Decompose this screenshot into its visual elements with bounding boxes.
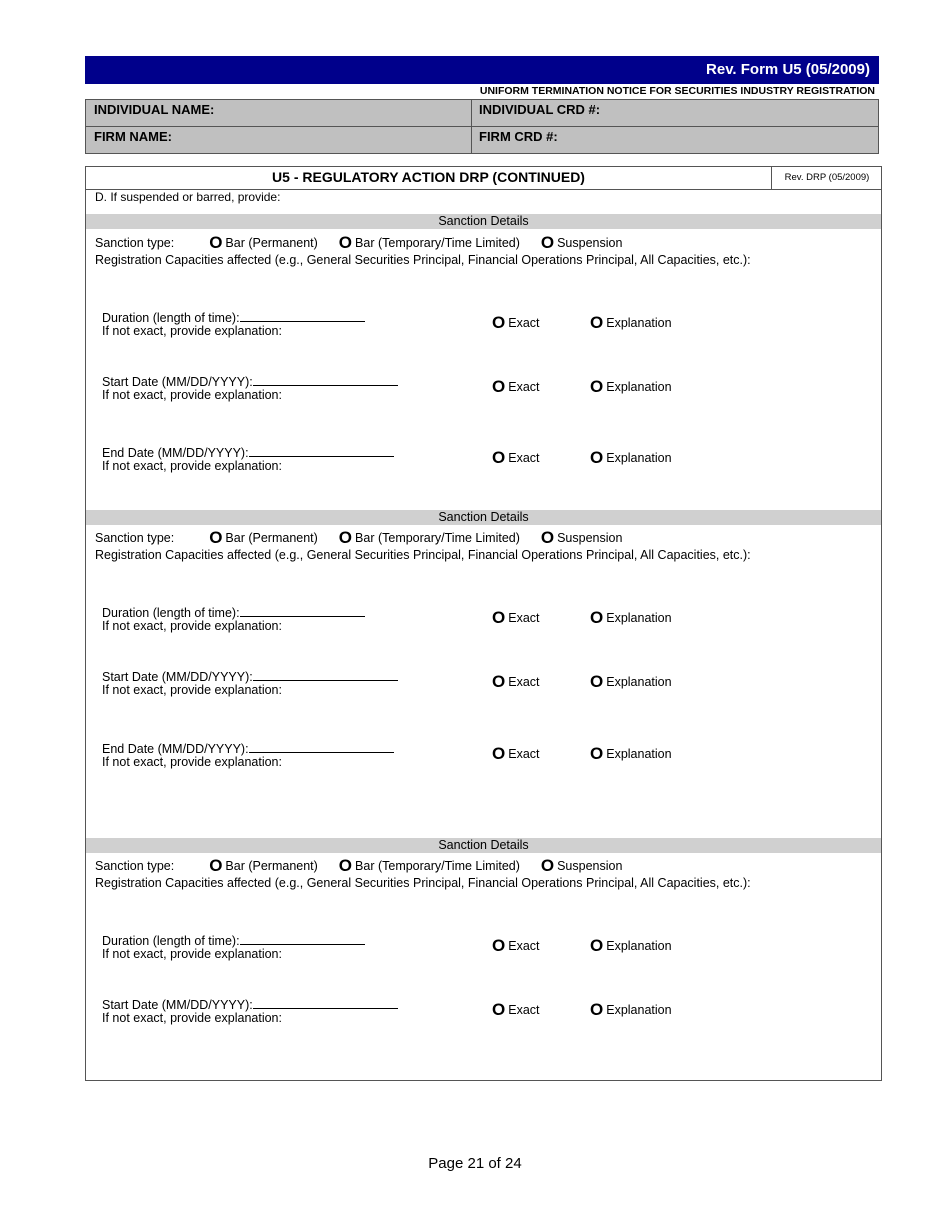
end-explanation-option[interactable] <box>590 448 672 468</box>
exact-label: Exact <box>508 380 540 394</box>
radio-icon[interactable]: O <box>338 528 353 547</box>
form-subtitle: UNIFORM TERMINATION NOTICE FOR SECURITIES INDUSTRY REGISTRATION <box>479 85 875 97</box>
explanation-label: Explanation <box>606 611 672 625</box>
duration-explanation-label: If not exact, provide explanation: <box>102 947 282 961</box>
start-date-input[interactable] <box>253 374 398 386</box>
exact-label: Exact <box>508 747 540 761</box>
start-explanation-option[interactable] <box>590 672 672 692</box>
bar-temporary-option[interactable] <box>338 528 520 547</box>
duration-label <box>102 933 365 948</box>
section-revision: Rev. DRP (05/2009) <box>771 167 882 189</box>
exact-label: Exact <box>508 611 540 625</box>
radio-icon[interactable]: O <box>590 608 604 627</box>
sanction-details-band: Sanction Details <box>86 214 881 229</box>
bar-permanent-option[interactable] <box>209 528 318 547</box>
duration-explanation-option[interactable] <box>590 313 672 333</box>
radio-icon[interactable]: O <box>590 377 604 396</box>
start-date-text: Start Date (MM/DD/YYYY): <box>102 670 253 684</box>
duration-text: Duration (length of time): <box>102 934 240 948</box>
radio-icon[interactable]: O <box>209 856 223 875</box>
capacities-label: Registration Capacities affected (e.g., General Securities Principal, Financial Operations Principal, All Capacities, etc.): <box>95 548 751 562</box>
sanction-type-label: Sanction type: <box>95 531 175 545</box>
suspension-option[interactable] <box>540 856 623 875</box>
section-title: U5 - REGULATORY ACTION DRP (CONTINUED) <box>272 169 585 185</box>
duration-exact-option[interactable] <box>492 313 540 333</box>
page-number: Page 21 of 24 <box>428 1155 522 1172</box>
radio-icon[interactable]: O <box>492 313 506 332</box>
explanation-label: Explanation <box>606 1003 672 1017</box>
duration-input[interactable] <box>240 310 365 322</box>
start-exact-option[interactable] <box>492 377 540 397</box>
end-date-label <box>102 741 394 756</box>
bar-permanent-option[interactable] <box>209 856 318 875</box>
end-date-label <box>102 445 394 460</box>
duration-label <box>102 605 365 620</box>
firm-crd-field[interactable] <box>471 127 878 153</box>
explanation-label: Explanation <box>606 316 672 330</box>
radio-icon[interactable]: O <box>540 856 555 875</box>
exact-label: Exact <box>508 939 540 953</box>
start-date-explanation-label: If not exact, provide explanation: <box>102 388 282 402</box>
exact-label: Exact <box>508 1003 540 1017</box>
sanction-type-label: Sanction type: <box>95 859 175 873</box>
end-date-input[interactable] <box>249 445 394 457</box>
start-date-explanation-label: If not exact, provide explanation: <box>102 683 282 697</box>
start-exact-option[interactable] <box>492 672 540 692</box>
capacities-label: Registration Capacities affected (e.g., General Securities Principal, Financial Operations Principal, All Capacities, etc.): <box>95 253 751 267</box>
radio-icon[interactable]: O <box>492 1000 506 1019</box>
radio-icon[interactable]: O <box>590 744 604 763</box>
regulatory-action-section <box>85 166 882 1081</box>
end-date-explanation-label: If not exact, provide explanation: <box>102 459 282 473</box>
bar-permanent-option[interactable] <box>209 233 318 252</box>
bar-temporary-label: Bar (Temporary/Time Limited) <box>355 236 520 250</box>
radio-icon[interactable]: O <box>492 608 506 627</box>
suspension-option[interactable] <box>540 528 623 547</box>
radio-icon[interactable]: O <box>338 856 353 875</box>
end-date-input[interactable] <box>249 741 394 753</box>
bar-temporary-label: Bar (Temporary/Time Limited) <box>355 859 520 873</box>
duration-input[interactable] <box>240 933 365 945</box>
start-date-label <box>102 374 398 389</box>
start-date-label <box>102 997 398 1012</box>
radio-icon[interactable]: O <box>590 672 604 691</box>
radio-icon[interactable]: O <box>492 377 506 396</box>
bar-temporary-label: Bar (Temporary/Time Limited) <box>355 531 520 545</box>
form-version-text: Rev. Form U5 (05/2009) <box>706 61 870 78</box>
end-date-explanation-label: If not exact, provide explanation: <box>102 755 282 769</box>
explanation-label: Explanation <box>606 675 672 689</box>
sanction-type-label: Sanction type: <box>95 236 175 250</box>
exact-label: Exact <box>508 675 540 689</box>
duration-text: Duration (length of time): <box>102 606 240 620</box>
sanction-details-band: Sanction Details <box>86 838 881 853</box>
duration-explanation-label: If not exact, provide explanation: <box>102 619 282 633</box>
radio-icon[interactable]: O <box>590 448 604 467</box>
start-date-input[interactable] <box>253 669 398 681</box>
sanction-details-band: Sanction Details <box>86 510 881 525</box>
duration-exact-option[interactable] <box>492 608 540 628</box>
radio-icon[interactable]: O <box>492 936 506 955</box>
start-date-text: Start Date (MM/DD/YYYY): <box>102 375 253 389</box>
explanation-label: Explanation <box>606 451 672 465</box>
radio-icon[interactable]: O <box>338 233 353 252</box>
bar-temporary-option[interactable] <box>338 856 520 875</box>
exact-label: Exact <box>508 451 540 465</box>
sanction-type-row <box>95 233 622 253</box>
explanation-label: Explanation <box>606 380 672 394</box>
bar-permanent-label: Bar (Permanent) <box>225 236 318 250</box>
end-date-text: End Date (MM/DD/YYYY): <box>102 742 249 756</box>
suspension-label: Suspension <box>557 236 623 250</box>
radio-icon[interactable]: O <box>209 528 223 547</box>
sanction-type-row <box>95 528 622 548</box>
start-date-label <box>102 669 398 684</box>
start-date-input[interactable] <box>253 997 398 1009</box>
duration-exact-option[interactable] <box>492 936 540 956</box>
duration-input[interactable] <box>240 605 365 617</box>
radio-icon[interactable]: O <box>590 313 604 332</box>
firm-crd-label: FIRM CRD #: <box>479 129 558 144</box>
radio-icon[interactable]: O <box>492 672 506 691</box>
explanation-label: Explanation <box>606 747 672 761</box>
duration-label <box>102 310 365 325</box>
exact-label: Exact <box>508 316 540 330</box>
firm-name-field[interactable] <box>86 127 471 153</box>
radio-icon[interactable]: O <box>540 233 555 252</box>
radio-icon[interactable]: O <box>540 528 555 547</box>
bar-temporary-option[interactable] <box>338 233 520 252</box>
start-exact-option[interactable] <box>492 1000 540 1020</box>
id-divider-horizontal <box>86 126 878 127</box>
individual-name-label: INDIVIDUAL NAME: <box>94 102 215 117</box>
bar-permanent-label: Bar (Permanent) <box>225 531 318 545</box>
duration-text: Duration (length of time): <box>102 311 240 325</box>
end-exact-option[interactable] <box>492 744 540 764</box>
explanation-label: Explanation <box>606 939 672 953</box>
radio-icon[interactable]: O <box>492 744 506 763</box>
bar-permanent-label: Bar (Permanent) <box>225 859 318 873</box>
duration-explanation-label: If not exact, provide explanation: <box>102 324 282 338</box>
radio-icon[interactable]: O <box>590 1000 604 1019</box>
start-date-explanation-label: If not exact, provide explanation: <box>102 1011 282 1025</box>
individual-crd-label: INDIVIDUAL CRD #: <box>479 102 601 117</box>
item-d-instruction: D. If suspended or barred, provide: <box>95 190 281 204</box>
end-explanation-option[interactable] <box>590 744 672 764</box>
radio-icon[interactable]: O <box>492 448 506 467</box>
firm-name-label: FIRM NAME: <box>94 129 172 144</box>
start-date-text: Start Date (MM/DD/YYYY): <box>102 998 253 1012</box>
radio-icon[interactable]: O <box>590 936 604 955</box>
identification-box <box>85 99 879 154</box>
end-date-text: End Date (MM/DD/YYYY): <box>102 446 249 460</box>
radio-icon[interactable]: O <box>209 233 223 252</box>
suspension-label: Suspension <box>557 531 623 545</box>
section-title-row <box>86 167 881 190</box>
duration-explanation-option[interactable] <box>590 608 672 628</box>
individual-name-field[interactable] <box>86 100 471 127</box>
suspension-option[interactable] <box>540 233 623 252</box>
individual-crd-field[interactable] <box>471 100 878 127</box>
form-version-bar <box>85 56 879 84</box>
start-explanation-option[interactable] <box>590 1000 672 1020</box>
sanction-type-row <box>95 856 622 876</box>
capacities-label: Registration Capacities affected (e.g., General Securities Principal, Financial Operations Principal, All Capacities, etc.): <box>95 876 751 890</box>
suspension-label: Suspension <box>557 859 623 873</box>
end-exact-option[interactable] <box>492 448 540 468</box>
duration-explanation-option[interactable] <box>590 936 672 956</box>
start-explanation-option[interactable] <box>590 377 672 397</box>
